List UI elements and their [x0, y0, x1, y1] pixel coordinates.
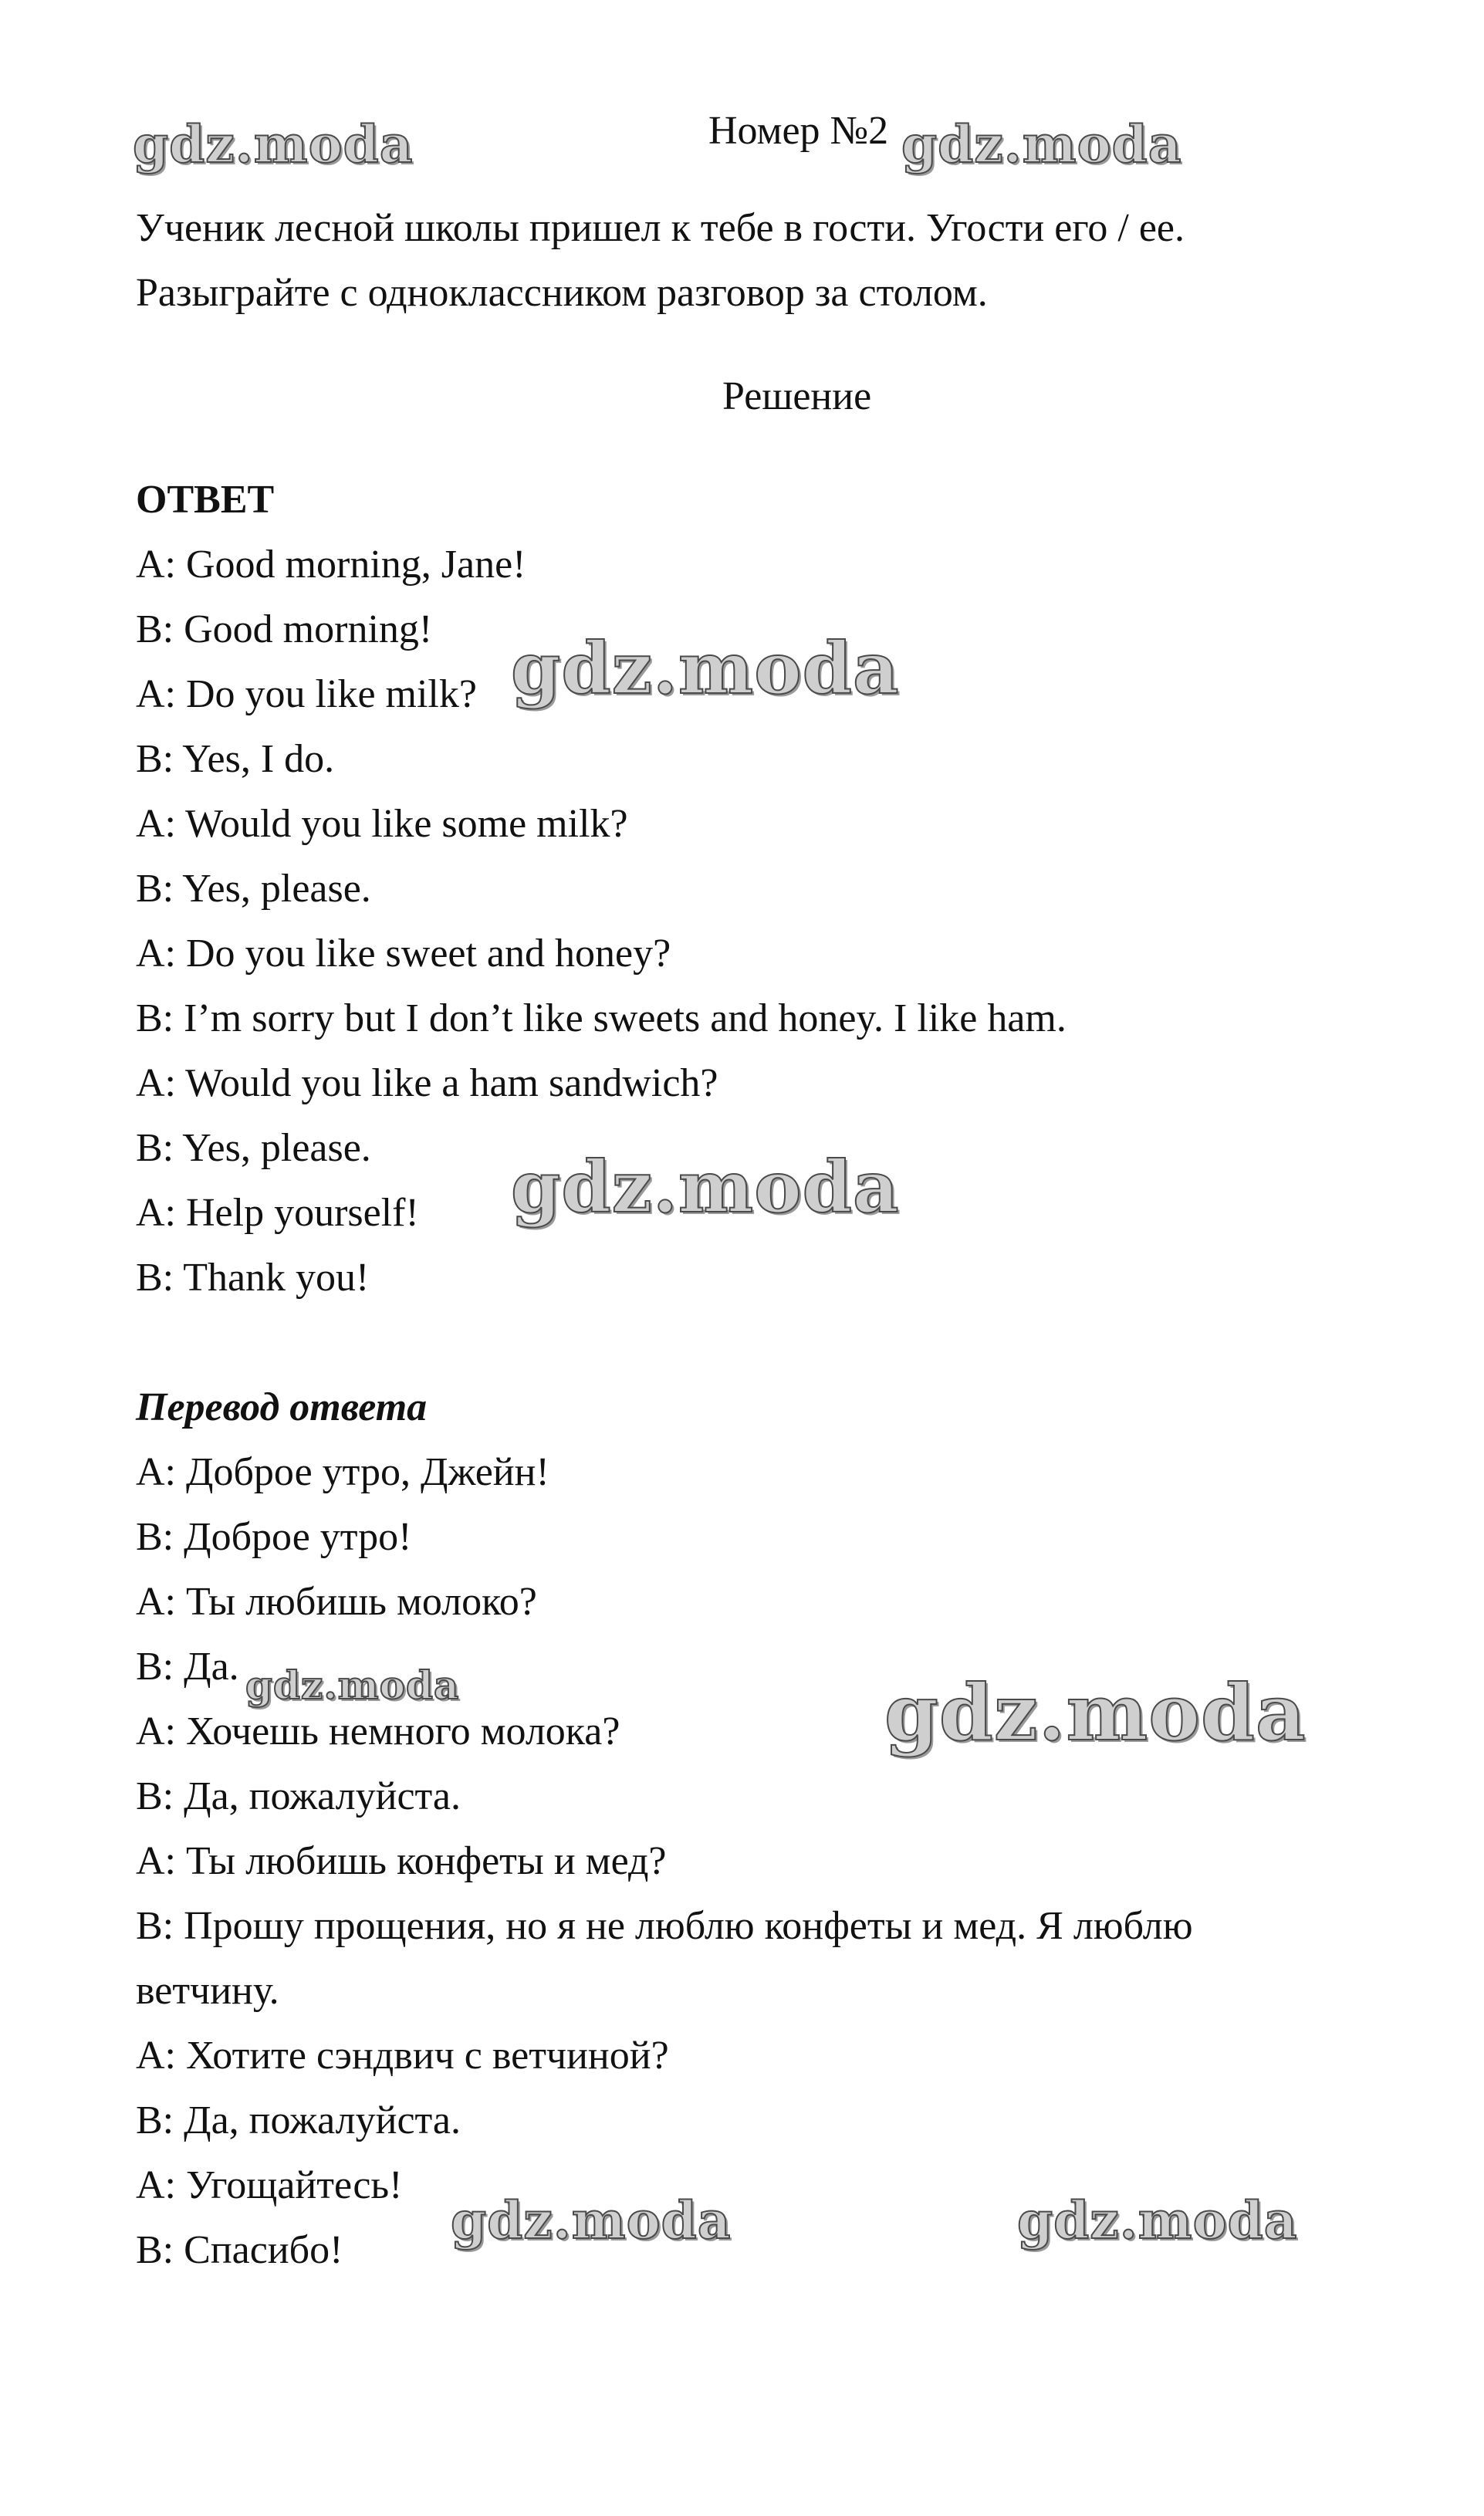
watermark-logo: gdz.moda: [901, 114, 1182, 174]
translation-line: А: Угощайтесь!: [136, 2163, 403, 2207]
answer-heading: ОТВЕТ: [136, 478, 275, 522]
task-text-line: Ученик лесной школы пришел к тебе в гости. Угости его / ее.: [136, 206, 1185, 250]
answer-line: B: Yes, please.: [136, 867, 371, 911]
watermark-logo: gdz.moda: [511, 1145, 900, 1229]
watermark-logo: gdz.moda: [133, 114, 414, 174]
answer-line: B: Yes, please.: [136, 1126, 371, 1170]
answer-line: A: Would you like a ham sandwich?: [136, 1061, 718, 1105]
task-text-line: Разыграйте с одноклассником разговор за столом.: [136, 271, 988, 315]
watermark-logo: gdz.moda: [451, 2190, 732, 2251]
answer-line: A: Help yourself!: [136, 1191, 419, 1235]
translation-line: ветчину.: [136, 1969, 279, 2013]
translation-line: В: Да.: [136, 1645, 239, 1689]
answer-line: A: Do you like milk?: [136, 672, 477, 716]
translation-heading: Перевод ответа: [136, 1385, 428, 1429]
watermark-logo: gdz.moda: [511, 627, 900, 710]
answer-line: A: Do you like sweet and honey?: [136, 932, 671, 976]
answer-line: A: Would you like some milk?: [136, 802, 628, 846]
translation-line: А: Ты любишь конфеты и мед?: [136, 1839, 667, 1883]
solution-label: Решение: [722, 374, 872, 418]
translation-line: А: Доброе утро, Джейн!: [136, 1450, 549, 1494]
answer-line: B: I’m sorry but I don’t like sweets and honey. I like ham.: [136, 996, 1067, 1040]
answer-line: A: Good morning, Jane!: [136, 543, 526, 587]
translation-line: А: Ты любишь молоко?: [136, 1580, 537, 1624]
translation-line: В: Спасибо!: [136, 2228, 343, 2272]
translation-line: В: Прошу прощения, но я не люблю конфеты и мед. Я люблю: [136, 1904, 1193, 1948]
watermark-logo: gdz.moda: [1017, 2190, 1298, 2251]
answer-line: B: Thank you!: [136, 1256, 370, 1300]
translation-line: А: Хотите сэндвич с ветчиной?: [136, 2034, 669, 2078]
page-title: Номер №2: [708, 109, 889, 153]
watermark-logo: gdz.moda: [245, 1662, 460, 1708]
translation-line: А: Хочешь немного молока?: [136, 1709, 620, 1753]
answer-line: B: Yes, I do.: [136, 737, 335, 781]
watermark-logo: gdz.moda: [884, 1667, 1307, 1758]
translation-line: В: Да, пожалуйста.: [136, 2098, 461, 2142]
translation-line: В: Да, пожалуйста.: [136, 1774, 461, 1818]
translation-line: В: Доброе утро!: [136, 1515, 412, 1559]
answer-line: B: Good morning!: [136, 607, 433, 651]
